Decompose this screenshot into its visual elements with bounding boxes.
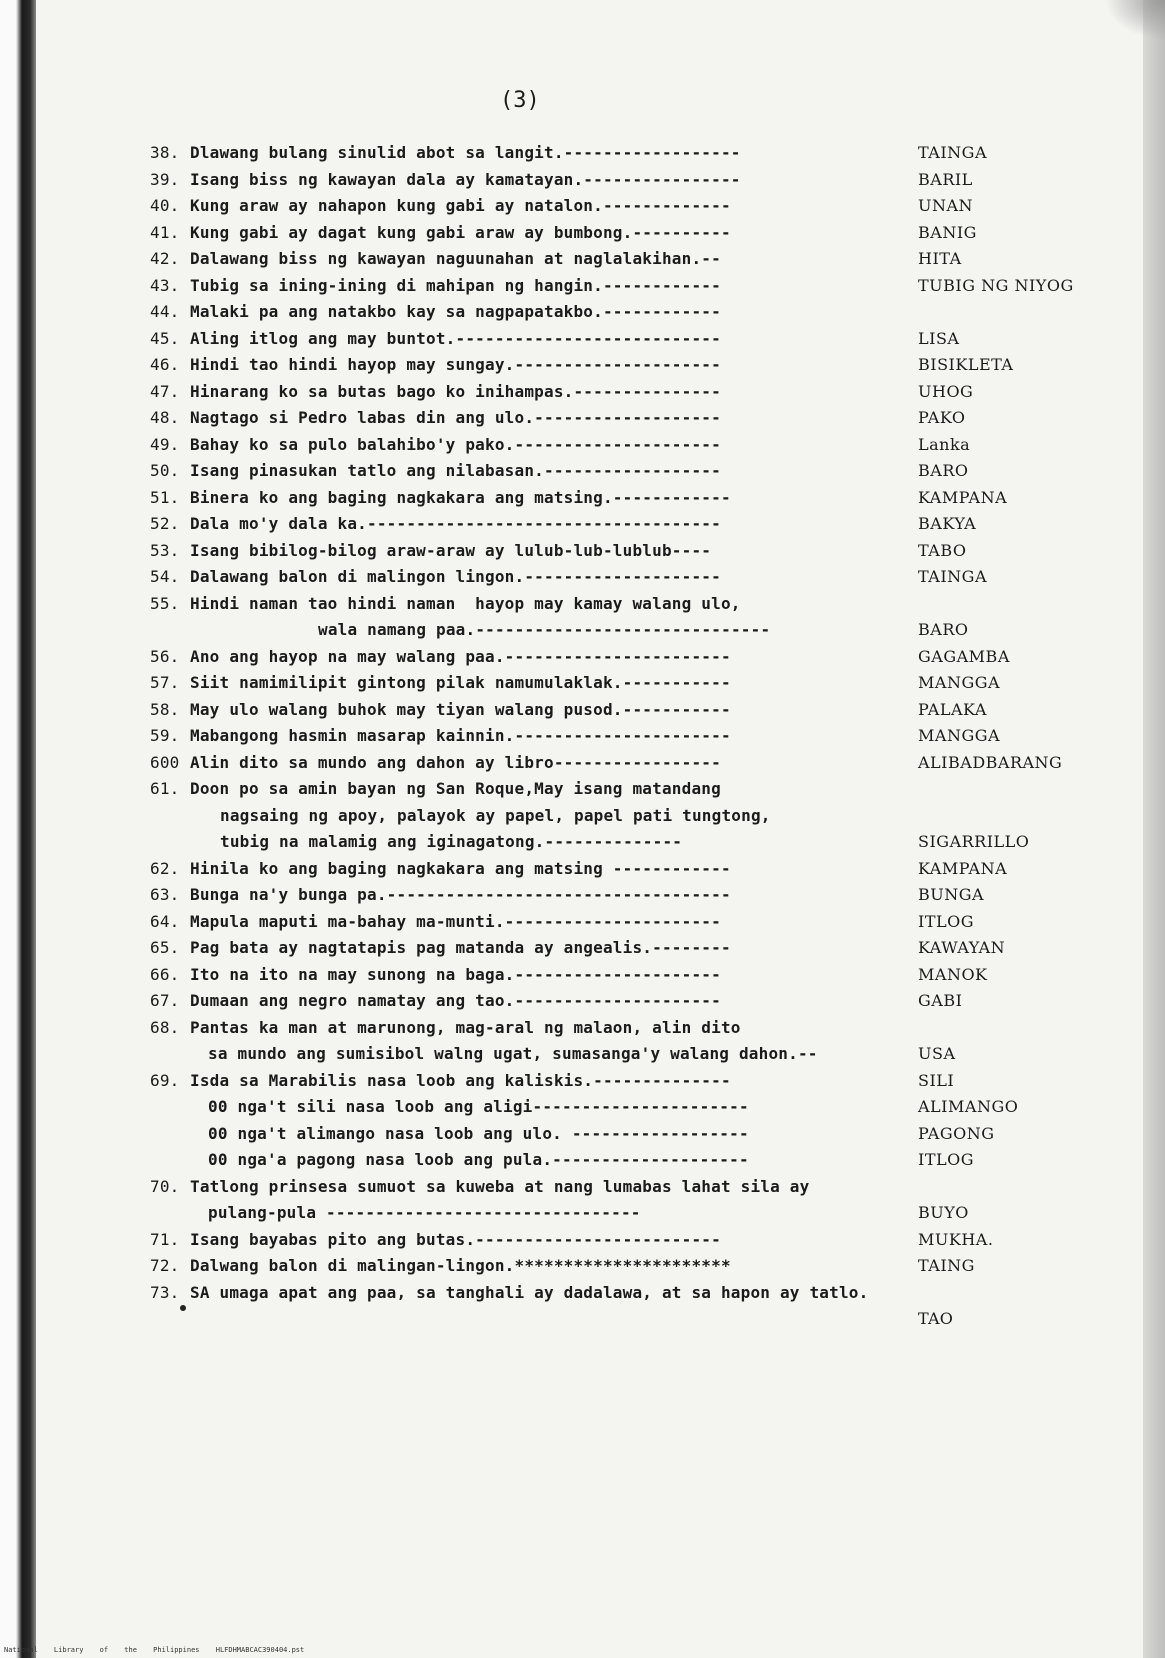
riddle-line: [150, 935, 1110, 962]
riddle-line: [150, 1280, 1110, 1307]
riddle-number: 57.: [150, 673, 180, 692]
riddle-answer: BUNGA: [918, 885, 985, 904]
riddle-line: [150, 220, 1110, 247]
riddle-text: 00 nga't sili nasa loob ang aligi----------------------: [208, 1097, 759, 1116]
riddle-number: 45.: [150, 328, 180, 348]
riddle-number: 39.: [150, 169, 180, 189]
riddle-answer: TAING: [918, 1256, 975, 1275]
riddle-answer: BARIL: [918, 169, 973, 189]
riddle-line: [150, 167, 1110, 194]
riddle-line: [150, 1227, 1110, 1254]
riddle-line: [150, 405, 1110, 432]
riddle-line: [150, 882, 1110, 909]
riddle-text: Pantas ka man at marunong, mag-aral ng malaon, alin dito: [190, 1017, 741, 1037]
riddle-number: 52.: [150, 514, 180, 533]
riddle-answer: GABI: [918, 991, 963, 1010]
riddle-text: Siit namimilipit gintong pilak namumulaklak.-----------: [190, 673, 741, 692]
riddle-answer: MANGGA: [918, 673, 1001, 692]
riddle-number: 56.: [150, 646, 180, 666]
riddle-number: 73.: [150, 1282, 180, 1302]
riddle-line: [150, 856, 1110, 883]
riddle-answer: BANIG: [918, 222, 977, 242]
riddle-answer: PALAKA: [918, 699, 987, 719]
riddle-line: [150, 697, 1110, 724]
riddle-answer: UNAN: [918, 196, 974, 215]
riddle-line: [150, 1200, 1110, 1227]
riddle-text: pulang-pula --------------------------------: [208, 1203, 641, 1222]
riddle-answer: BISIKLETA: [918, 355, 1014, 374]
riddle-line: [150, 909, 1110, 936]
riddle-text: Malaki pa ang natakbo kay sa nagpapatakbo.------------: [190, 302, 721, 321]
riddle-answer: HITA: [918, 249, 962, 268]
scan-corner-smudge: [1105, 0, 1165, 40]
riddle-text: Dlawang bulang sinulid abot sa langit.------------------: [190, 143, 741, 162]
riddle-line: [150, 1015, 1110, 1042]
riddle-line: [150, 988, 1110, 1015]
riddle-answer: TAINGA: [918, 567, 988, 586]
riddle-line: [150, 1094, 1110, 1121]
riddle-text: Dala mo'y dala ka.------------------------------------: [190, 514, 731, 533]
riddle-line: [150, 1147, 1110, 1174]
riddle-number: 63.: [150, 885, 180, 904]
riddle-number: 62.: [150, 858, 180, 878]
riddle-number: 48.: [150, 408, 180, 427]
riddle-line: [150, 723, 1110, 750]
riddle-number: 70.: [150, 1176, 180, 1196]
riddle-text: Kung gabi ay dagat kung gabi araw ay bumbong.----------: [190, 222, 741, 242]
riddle-text: Mapula maputi ma-bahay ma-munti.----------------------: [190, 911, 731, 931]
riddle-text: Binera ko ang baging nagkakara ang matsing.------------: [190, 487, 741, 507]
riddle-text: Ito na ito na may sunong na baga.---------------------: [190, 964, 731, 984]
riddle-line: [150, 670, 1110, 697]
riddle-text: Bahay ko sa pulo balahibo'y pako.---------------------: [190, 434, 731, 454]
riddle-line: [150, 776, 1110, 803]
riddle-text: Dumaan ang negro namatay ang tao.---------------------: [190, 991, 731, 1010]
riddle-answer: BARO: [918, 461, 969, 480]
riddle-number: 55.: [150, 593, 180, 613]
riddle-text: Tubig sa ining-ining di mahipan ng hangin.------------: [190, 275, 731, 295]
riddle-line: [150, 432, 1110, 459]
riddle-text: Hinarang ko sa butas bago ko inihampas.---------------: [190, 381, 731, 401]
riddle-text: Dalawang biss ng kawayan naguunahan at naglalakihan.--: [190, 249, 731, 268]
riddle-number: 49.: [150, 434, 180, 454]
riddle-line: [150, 1068, 1110, 1095]
stray-mark: [180, 1305, 186, 1311]
riddle-answer: USA: [918, 1044, 956, 1063]
riddle-text: Dalawang balon di malingon lingon.--------------------: [190, 567, 731, 586]
riddle-number: 50.: [150, 461, 180, 480]
riddle-line: [150, 1253, 1110, 1280]
riddle-line: [150, 379, 1110, 406]
riddle-line: [150, 299, 1110, 326]
riddle-text: Isda sa Marabilis nasa loob ang kaliskis.--------------: [190, 1070, 741, 1090]
riddle-text: sa mundo ang sumisibol walng ugat, sumasanga'y walang dahon.--: [208, 1044, 818, 1063]
riddle-answer: ALIBADBARANG: [918, 752, 1063, 772]
footer-filename: HLFDHMABCAC390404.pst: [215, 1646, 305, 1654]
riddle-text: Isang biss ng kawayan dala ay kamatayan.----------------: [190, 169, 741, 189]
riddle-line: [150, 273, 1110, 300]
riddle-text: Dalwang balon di malingan-lingon.**********************: [190, 1256, 741, 1275]
riddle-number: 43.: [150, 275, 180, 295]
riddle-text: Bunga na'y bunga pa.-----------------------------------: [190, 885, 741, 904]
riddle-line: [150, 458, 1110, 485]
riddle-number: 66.: [150, 964, 180, 984]
riddle-number: 44.: [150, 302, 180, 321]
riddle-line: [150, 591, 1110, 618]
riddle-line: [150, 750, 1110, 777]
riddle-line: [150, 1174, 1110, 1201]
riddle-answer: UHOG: [918, 381, 974, 401]
riddle-line: [150, 644, 1110, 671]
riddle-number: 61.: [150, 779, 180, 798]
riddle-answer: TUBIG NG NIYOG: [918, 275, 1074, 295]
riddle-text: SA umaga apat ang paa, sa tanghali ay dadalawa, at sa hapon ay tatlo.: [190, 1282, 869, 1302]
riddle-text: May ulo walang buhok may tiyan walang pusod.-----------: [190, 699, 741, 719]
riddle-answer: MANGGA: [918, 726, 1001, 745]
riddle-line: [150, 1306, 1110, 1333]
riddle-number: 68.: [150, 1017, 180, 1037]
riddle-text: Nagtago si Pedro labas din ang ulo.-------------------: [190, 408, 731, 427]
scan-right-edge: [1143, 0, 1165, 1658]
riddle-answer: LISA: [918, 328, 960, 348]
riddle-number: 72.: [150, 1256, 180, 1275]
riddle-number: 47.: [150, 381, 180, 401]
riddle-line: [150, 617, 1110, 644]
riddle-number: 59.: [150, 726, 180, 745]
riddle-line: [150, 193, 1110, 220]
riddle-line: [150, 564, 1110, 591]
riddle-number: 41.: [150, 222, 180, 242]
riddle-text: Hinila ko ang baging nagkakara ang matsing ------------: [190, 858, 741, 878]
footer-source: National Library of the Philippines: [4, 1646, 200, 1654]
riddle-answer: MUKHA.: [918, 1229, 994, 1249]
riddle-text: Hindi tao hindi hayop may sungay.---------------------: [190, 355, 731, 374]
scan-binding-edge: [0, 0, 36, 1658]
riddle-number: 51.: [150, 487, 180, 507]
riddle-number: 53.: [150, 540, 180, 560]
riddle-answer: BUYO: [918, 1203, 969, 1222]
riddle-line: [150, 485, 1110, 512]
riddle-text: Hindi naman tao hindi naman hayop may kamay walang ulo,: [190, 593, 741, 613]
riddle-text: Isang bayabas pito ang butas.-------------------------: [190, 1229, 731, 1249]
riddle-line: [150, 803, 1110, 830]
riddle-text: Doon po sa amin bayan ng San Roque,May isang matandang: [190, 779, 721, 798]
riddle-line: [150, 511, 1110, 538]
riddle-text: tubig na malamig ang iginagatong.--------------: [220, 832, 683, 851]
riddle-text: 00 nga't alimango nasa loob ang ulo. ------------------: [208, 1123, 759, 1143]
riddle-text: Isang pinasukan tatlo ang nilabasan.------------------: [190, 461, 731, 480]
riddle-list: [150, 140, 1110, 1333]
riddle-answer: Lanka: [918, 434, 971, 454]
riddle-answer: KAWAYAN: [918, 938, 1006, 957]
riddle-text: Alin dito sa mundo ang dahon ay libro-----------------: [190, 752, 731, 772]
riddle-answer: SIGARRILLO: [918, 832, 1030, 851]
riddle-answer: KAMPANA: [918, 487, 1008, 507]
riddle-text: TAO: [918, 1309, 954, 1328]
riddle-line: [150, 140, 1110, 167]
riddle-number: 40.: [150, 196, 180, 215]
riddle-answer: TABO: [918, 540, 967, 560]
riddle-number: 42.: [150, 249, 180, 268]
riddle-answer: MANOK: [918, 964, 988, 984]
riddle-text: wala namang paa.------------------------------: [318, 620, 771, 639]
riddle-text: Pag bata ay nagtatapis pag matanda ay angealis.--------: [190, 938, 741, 957]
riddle-text: 00 nga'a pagong nasa loob ang pula.--------------------: [208, 1150, 759, 1169]
riddle-answer: ITLOG: [918, 911, 975, 931]
riddle-number: 65.: [150, 938, 180, 957]
riddle-line: [150, 246, 1110, 273]
riddle-line: [150, 1041, 1110, 1068]
riddle-text: Aling itlog ang may buntot.---------------------------: [190, 328, 731, 348]
riddle-text: Ano ang hayop na may walang paa.-----------------------: [190, 646, 741, 666]
riddle-answer: PAGONG: [918, 1123, 995, 1143]
riddle-answer: GAGAMBA: [918, 646, 1010, 666]
riddle-line: [150, 962, 1110, 989]
footer: [4, 1646, 304, 1654]
riddle-answer: ALIMANGO: [918, 1097, 1019, 1116]
riddle-answer: ITLOG: [918, 1150, 975, 1169]
riddle-number: 38.: [150, 143, 180, 162]
riddle-answer: SILI: [918, 1070, 955, 1090]
riddle-line: [150, 1121, 1110, 1148]
riddle-answer: PAKO: [918, 408, 966, 427]
page-number: (3): [500, 88, 540, 113]
riddle-number: 69.: [150, 1070, 180, 1090]
riddle-number: 71.: [150, 1229, 180, 1249]
riddle-number: 58.: [150, 699, 180, 719]
riddle-line: [150, 538, 1110, 565]
riddle-answer: BARO: [918, 620, 969, 639]
riddle-text: Kung araw ay nahapon kung gabi ay natalon.-------------: [190, 196, 741, 215]
riddle-text: Tatlong prinsesa sumuot sa kuweba at nang lumabas lahat sila ay: [190, 1176, 810, 1196]
riddle-number: 600: [150, 752, 180, 772]
riddle-line: [150, 326, 1110, 353]
riddle-number: 64.: [150, 911, 180, 931]
riddle-number: 54.: [150, 567, 180, 586]
riddle-line: [150, 829, 1110, 856]
riddle-answer: KAMPANA: [918, 858, 1008, 878]
riddle-text: Mabangong hasmin masarap kainnin.----------------------: [190, 726, 741, 745]
riddle-answer: TAINGA: [918, 143, 988, 162]
riddle-text: nagsaing ng apoy, palayok ay papel, papel pati tungtong,: [220, 805, 771, 825]
riddle-text: Isang bibilog-bilog araw-araw ay lulub-lub-lublub----: [190, 540, 721, 560]
riddle-number: 67.: [150, 991, 180, 1010]
riddle-answer: BAKYA: [918, 514, 977, 533]
riddle-number: 46.: [150, 355, 180, 374]
riddle-line: [150, 352, 1110, 379]
